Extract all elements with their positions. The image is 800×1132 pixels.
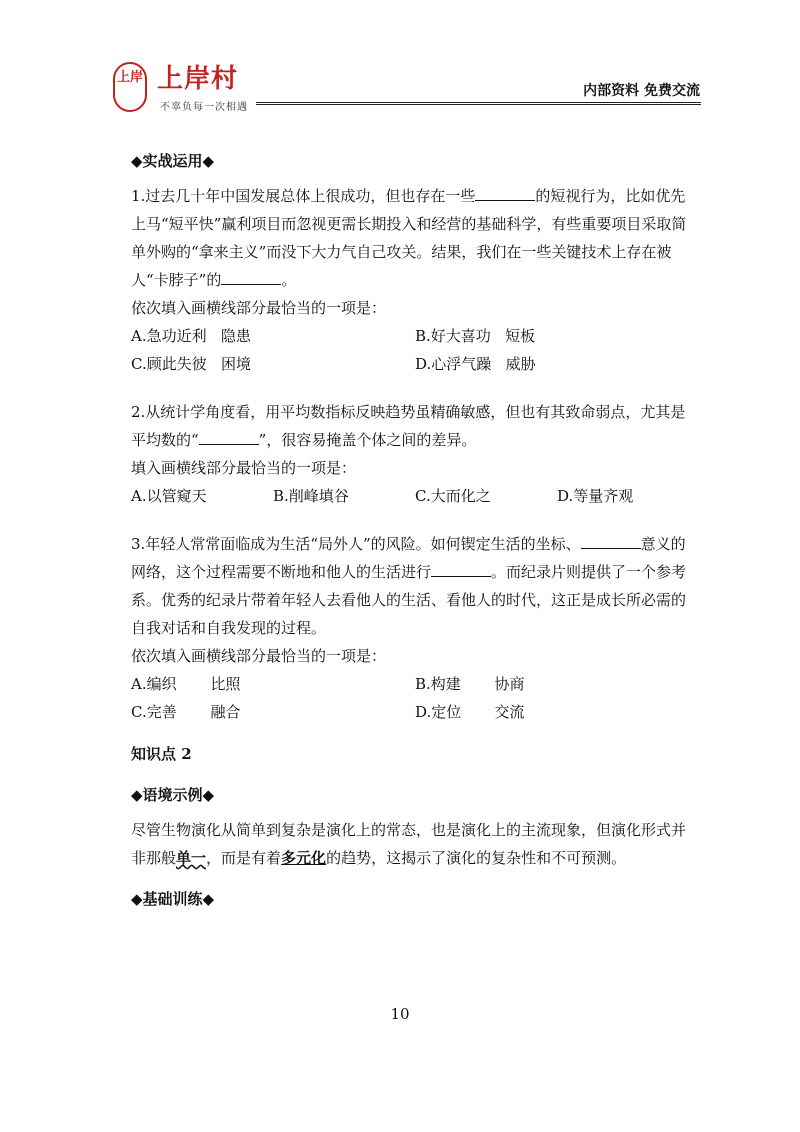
page-number: 10: [390, 1005, 410, 1023]
q1-option-a[interactable]: A.急功近利 隐患: [131, 327, 251, 345]
knowledge-point-title: 知识点 2: [131, 745, 192, 763]
q3-option-c[interactable]: C.完善 融合: [131, 703, 241, 721]
q1-option-d[interactable]: D.心浮气躁 威胁: [415, 355, 536, 373]
q3-blank-2: [431, 562, 491, 577]
q3-text-b: 意义的网络，这个过程需要不断地和他人的生活进行: [131, 535, 686, 581]
section-title-context: ◆语境示例◆: [131, 786, 215, 804]
q1-blank-2: [221, 270, 281, 285]
question-2: [131, 398, 699, 454]
q1-text-c: 。: [281, 271, 297, 289]
logo-slogan: 不辜负每一次相遇: [160, 102, 248, 113]
q2-text-b: ”，很容易掩盖个体之间的差异。: [258, 431, 477, 449]
q1-option-b[interactable]: B.好大喜功 短板: [415, 327, 536, 345]
q2-option-c[interactable]: C.大而化之: [415, 487, 491, 505]
question-1: [131, 182, 699, 294]
emphasis-diverse: 多元化: [281, 849, 327, 867]
q2-prompt: 填入画横线部分最恰当的一项是：: [131, 459, 357, 477]
q3-options: [131, 670, 699, 726]
q1-option-c[interactable]: C.顾此失彼 困境: [131, 355, 252, 373]
q3-text-c: 。而纪录片则提供了一个参考系。优秀的纪录片带着年轻人去看他人的生活、看他人的时代，这正是成长所必需的自我对话和自我发现的过程。: [131, 563, 687, 637]
q2-option-b[interactable]: B.削峰填谷: [273, 487, 349, 505]
q2-options: [131, 482, 699, 510]
logo-name: 上岸村: [157, 64, 239, 94]
question-3: [131, 530, 699, 642]
section-title-practice: ◆实战运用◆: [131, 152, 215, 170]
q3-prompt: 依次填入画横线部分最恰当的一项是：: [131, 647, 387, 665]
logo-seal: 上岸: [113, 62, 147, 112]
q1-text-a: 1.过去几十年中国发展总体上很成功，但也存在一些: [131, 187, 476, 205]
section-title-basic-training: ◆基础训练◆: [131, 890, 215, 908]
q1-prompt: 依次填入画横线部分最恰当的一项是：: [131, 299, 387, 317]
q3-option-a[interactable]: A.编织 比照: [131, 675, 241, 693]
header-note: 内部资料 免费交流: [583, 83, 700, 99]
q1-text-b: 的短视行为，比如优先上马“短平快”赢利项目而忽视更需长期投入和经营的基础科学，有些重要项目采取简单外购的“拿来主义”而没下大力气自己攻关。结果，我们在一些关键技术上存在被人“卡脖子”的: [131, 187, 687, 289]
emphasis-single: 单一: [176, 849, 207, 867]
page-header: [0, 0, 800, 120]
q3-option-d[interactable]: D.定位 交流: [415, 703, 525, 721]
q2-text-a: 2.从统计学角度看，用平均数指标反映趋势虽精确敏感，但也有其致命弱点，尤其是平均数的“: [131, 403, 686, 449]
q1-blank-1: [475, 186, 535, 201]
q1-options: [131, 322, 699, 378]
q2-blank: [199, 430, 259, 445]
q3-text-a: 3.年轻人常常面临成为生活“局外人”的风险。如何锲定生活的坐标、: [131, 535, 581, 553]
header-rule: [256, 102, 701, 105]
page-content: [131, 148, 699, 912]
q3-option-b[interactable]: B.构建 协商: [415, 675, 525, 693]
context-example: 尽管生物演化从简单到复杂是演化上的常态，也是演化上的主流现象，但演化形式并非那般单一，而是有着多元化的趋势，这揭示了演化的复杂性和不可预测。: [131, 821, 687, 867]
q3-blank-1: [581, 534, 641, 549]
q2-option-a[interactable]: A.以管窥天: [131, 487, 207, 505]
q2-option-d[interactable]: D.等量齐观: [557, 487, 634, 505]
